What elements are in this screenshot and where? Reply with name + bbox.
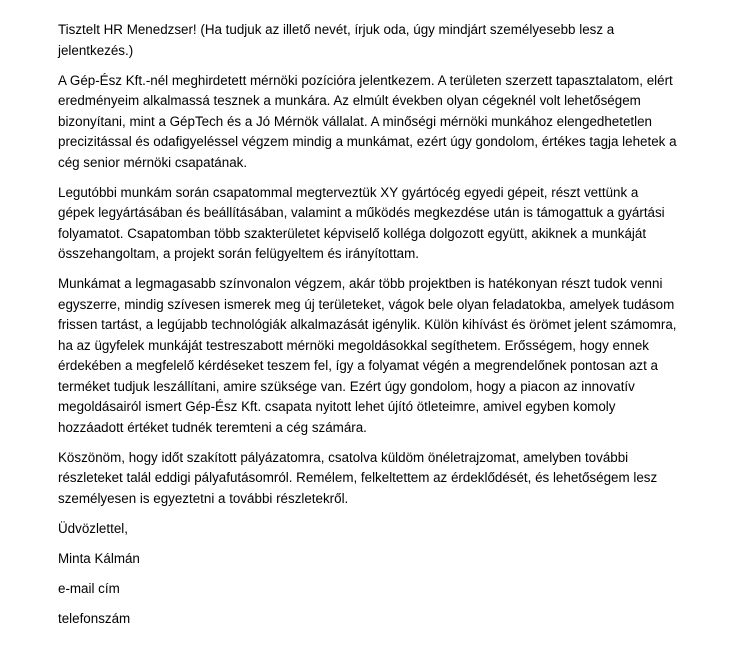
letter-closing: Üdvözlettel, <box>58 520 128 536</box>
signature-phone: telefonszám <box>58 610 131 626</box>
signature-name: Minta Kálmán <box>58 550 140 566</box>
letter-paragraph-intro: A Gép-Ész Kft.-nél meghirdetett mérnöki pozícióra jelentkezem. A területen szerzett tapasztalatom, elért eredményeim alkalmassá tesznek a munkára. Az elmúlt években olyan cégeknél volt lehetőségem bizonyítani, mint a GépTech és a Jó Mérnök vállalat. A minőségi mérnöki munkához elengedhetetlen precizitással és odafigyeléssel végzem mindig a munkámat, ezért úgy gondolom, értékes tagja lehetek a cég senior mérnöki csapatának. <box>58 72 677 170</box>
cover-letter <box>58 20 678 639</box>
signature-email: e-mail cím <box>58 580 120 596</box>
letter-paragraph-strengths: Munkámat a legmagasabb színvonalon végzem, akár több projektben is hatékonyan részt tudok venni egyszerre, mindig szívesen ismerek meg új területeket, vágok bele olyan feladatokba, amelyek tudásom frissen tartást, a legújabb technológiák alkalmazását igénylik. Külön kihívást és örömet jelent számomra, ha az ügyfelek munkáját testreszabott mérnöki megoldásokkal segíthetem. Erősségem, hogy ennek érdekében a megfelelő kérdéseket teszem fel, így a folyamat végén a megrendelőnek pontosan azt a terméket tudjuk leszállítani, amire szüksége van. Ezért úgy gondolom, hogy a piacon az innovatív megoldásairól ismert Gép-Ész Kft. csapata nyitott lehet újító ötleteimre, amivel egyben komoly hozzáadott értéket tudnék teremteni a cég számára. <box>58 276 677 435</box>
letter-greeting: Tisztelt HR Menedzser! (Ha tudjuk az illető nevét, írjuk oda, úgy mindjárt személyesebb lesz a jelentkezés.) <box>58 22 615 58</box>
letter-paragraph-experience: Legutóbbi munkám során csapatommal megterveztük XY gyártócég egyedi gépeit, részt vettünk a gépek legyártásában és beállításában, valamint a működés megkezdése után is támogattuk a gyártási folyamatot. Csapatomban több szakterületet képviselő kolléga dolgozott együtt, akiknek a munkáját összehangoltam, a projekt során felügyeltem és irányítottam. <box>58 184 665 261</box>
letter-paragraph-thanks: Köszönöm, hogy időt szakított pályázatomra, csatolva küldöm önéletrajzomat, amelyben további részleteket talál eddigi pályafutásomról. Remélem, felkeltettem az érdeklődését, és lehetőségem lesz személyesen is egyeztetni a további részletekről. <box>58 449 658 506</box>
